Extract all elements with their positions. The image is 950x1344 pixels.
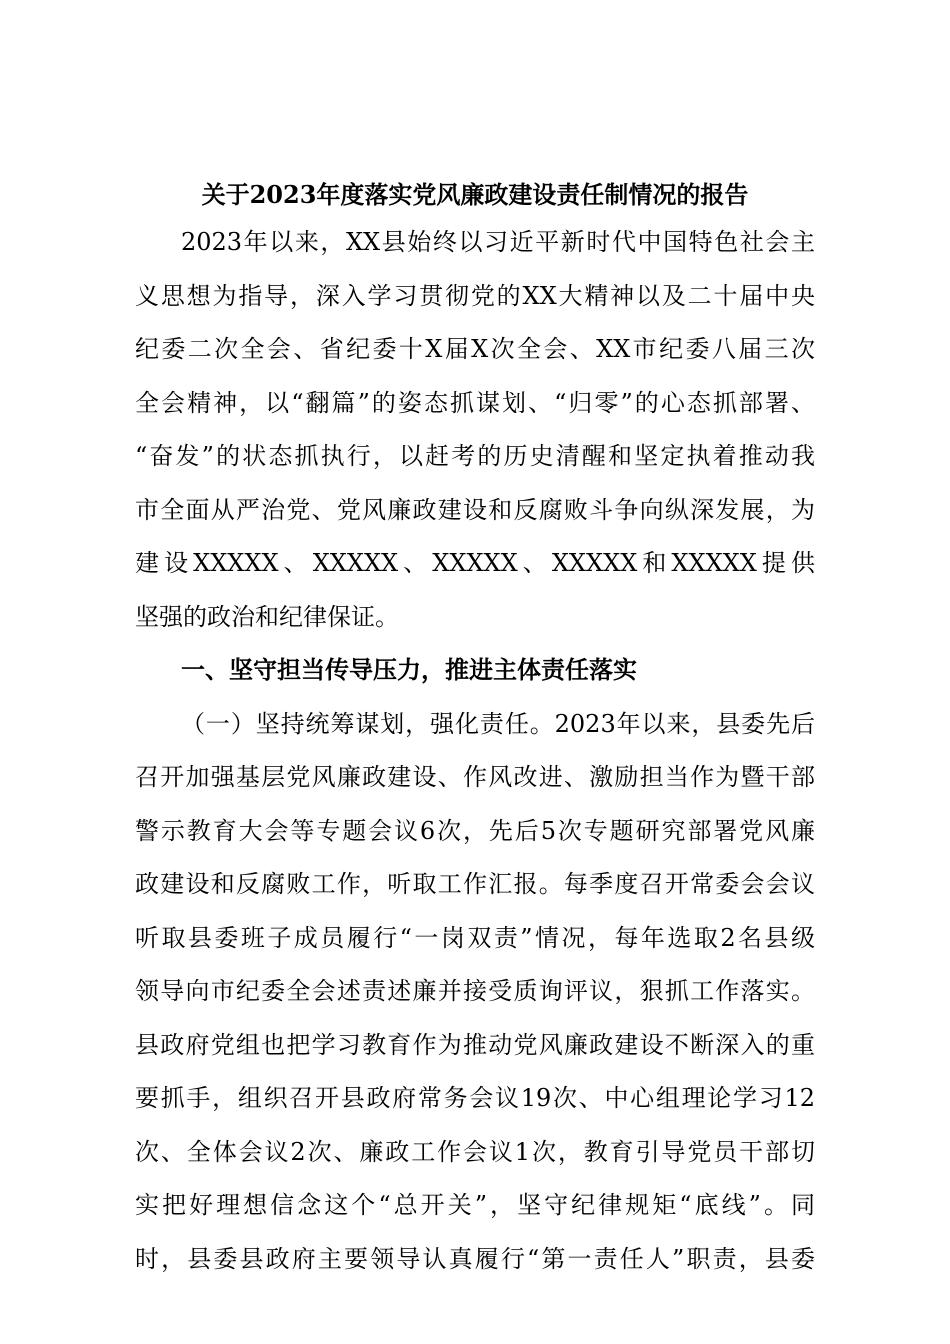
section1-line-3: 警示教育大会等专题会议6次，先后5次专题研究部署党风廉 <box>135 817 815 845</box>
section1-line-9: 次、全体会议2次、廉政工作会议1次，教育引导党员干部切 <box>135 1138 815 1166</box>
section1-line-5: 听取县委班子成员履行“一岗双责”情况，每年选取2名县级 <box>135 924 815 952</box>
intro-line-8: 坚强的政治和纪律保证。 <box>135 603 399 631</box>
section1-line-8: 要抓手，组织召开县政府常务会议19次、中心组理论学习12 <box>135 1084 815 1112</box>
intro-line-7: 建设XXXXX、XXXXX、XXXXX、XXXXX和XXXXX提供 <box>135 549 815 577</box>
section1-line-2: 召开加强基层党风廉政建设、作风改进、激励担当作为暨干部 <box>135 763 815 791</box>
intro-line-2: 义思想为指导，深入学习贯彻党的XX大精神以及二十届中央 <box>135 282 815 310</box>
intro-line-6: 市全面从严治党、党风廉政建设和反腐败斗争向纵深发展，为 <box>135 496 815 524</box>
intro-line-3: 纪委二次全会、省纪委十X届X次全会、XX市纪委八届三次 <box>135 335 815 363</box>
section1-line-1: （一）坚持统筹谋划，强化责任。2023年以来，县委先后 <box>181 710 815 738</box>
section1-line-11: 时，县委县政府主要领导认真履行“第一责任人”职责，县委 <box>135 1245 815 1273</box>
section1-line-6: 领导向市纪委全会述责述廉并接受质询评议，狠抓工作落实。 <box>135 977 815 1005</box>
section-heading-1: 一、坚守担当传导压力，推进主体责任落实 <box>181 656 637 684</box>
section1-line-4: 政建设和反腐败工作，听取工作汇报。每季度召开常委会会议 <box>135 870 815 898</box>
document-title: 关于2023年度落实党风廉政建设责任制情况的报告 <box>201 180 749 209</box>
intro-line-1: 2023年以来，XX县始终以习近平新时代中国特色社会主 <box>181 228 815 256</box>
intro-line-4: 全会精神，以“翻篇”的姿态抓谋划、“归零”的心态抓部署、 <box>135 389 815 417</box>
intro-line-5: “奋发”的状态抓执行，以赶考的历史清醒和坚定执着推动我 <box>135 442 815 470</box>
section1-line-7: 县政府党组也把学习教育作为推动党风廉政建设不断深入的重 <box>135 1031 815 1059</box>
section1-line-10: 实把好理想信念这个“总开关”，坚守纪律规矩“底线”。同 <box>135 1191 815 1219</box>
